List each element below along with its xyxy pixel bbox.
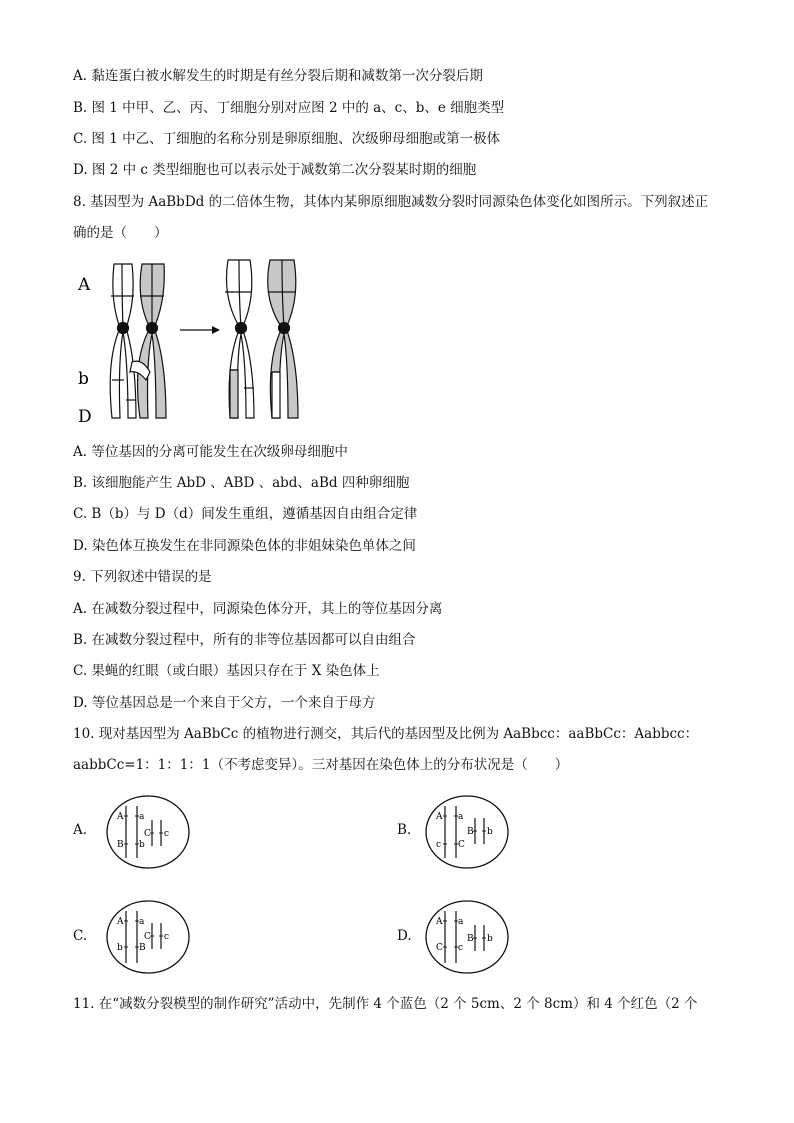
q9-stem: 9. 下列叙述中错误的是 bbox=[73, 569, 212, 585]
cell-c-gene-l1-1: b bbox=[117, 943, 123, 953]
figure-label-b: b bbox=[78, 369, 89, 389]
cell-a-gene-l1-0: A bbox=[117, 812, 124, 822]
figure-label-D: D bbox=[78, 407, 92, 427]
q7-option-c: C. 图 1 中乙、丁细胞的名称分别是卵原细胞、次级卵母细胞或第一极体 bbox=[73, 131, 501, 147]
cell-b-gene-l2-0: B bbox=[467, 827, 474, 837]
q11-stem-line1: 11. 在“减数分裂模型的制作研究”活动中，先制作 4 个蓝色（2 个 5cm、2 个 8cm）和 4 个红色（2 个 bbox=[73, 996, 698, 1012]
q8-stem-line1: 8. 基因型为 AaBbDd 的二倍体生物，其体内某卵原细胞减数分裂时同源染色体变化如图所示。下列叙述正 bbox=[73, 194, 709, 210]
q7-option-d: D. 图 2 中 c 类型细胞也可以表示处于减数第二次分裂某时期的细胞 bbox=[73, 162, 477, 178]
q10-option-letter-d: D. bbox=[397, 928, 412, 944]
homolog-pair-before bbox=[110, 264, 166, 418]
chromosome-crossover-figure bbox=[70, 250, 310, 430]
cell-a-gene-r2-0: c bbox=[164, 829, 170, 839]
cell-b-gene-l1-1: c bbox=[436, 840, 442, 850]
q7-option-b: B. 图 1 中甲、乙、丙、丁细胞分别对应图 2 中的 a、c、b、e 细胞类型 bbox=[73, 100, 505, 116]
cell-c-gene-l1-0: A bbox=[117, 917, 124, 927]
cell-c-gene-l2-0: C bbox=[144, 932, 151, 942]
q8-option-d: D. 染色体互换发生在非同源染色体的非姐妹染色单体之间 bbox=[73, 538, 416, 554]
q8-option-b: B. 该细胞能产生 AbD 、ABD 、abd、aBd 四种卵细胞 bbox=[73, 475, 410, 491]
figure-label-A: A bbox=[78, 275, 91, 295]
cell-a-gene-r1-1: b bbox=[139, 840, 145, 850]
cell-d-gene-r1-0: a bbox=[458, 917, 464, 927]
homolog-pair-after bbox=[225, 260, 298, 418]
cell-c-gene-r1-1: B bbox=[139, 943, 146, 953]
q9-option-b: B. 在减数分裂过程中，所有的非等位基因都可以自由组合 bbox=[73, 632, 416, 648]
cell-b-gene-r2-0: b bbox=[487, 827, 493, 837]
cell-diagram-c bbox=[104, 897, 192, 977]
cell-b-gene-l1-0: A bbox=[436, 812, 443, 822]
q10-stem-line2: aabbCc=1：1：1：1（不考虑变异）。三对基因在染色体上的分布状况是（ ） bbox=[73, 757, 569, 773]
cell-diagram-b bbox=[423, 792, 511, 872]
q10-option-letter-c: C. bbox=[73, 928, 88, 944]
q8-option-c: C. B（b）与 D（d）间发生重组，遵循基因自由组合定律 bbox=[73, 506, 418, 522]
q7-option-a: A. 黏连蛋白被水解发生的时期是有丝分裂后期和减数第一次分裂后期 bbox=[73, 68, 483, 84]
cell-c-gene-r2-0: c bbox=[164, 932, 170, 942]
arrow-icon bbox=[180, 326, 220, 334]
q9-option-d: D. 等位基因总是一个来自于父方，一个来自于母方 bbox=[73, 695, 376, 711]
q9-option-c: C. 果蝇的红眼（或白眼）基因只存在于 X 染色体上 bbox=[73, 663, 380, 679]
q10-option-letter-b: B. bbox=[397, 822, 412, 838]
q8-stem-line2: 确的是（ ） bbox=[73, 225, 168, 241]
cell-b-gene-r1-1: C bbox=[458, 840, 465, 850]
q8-option-a: A. 等位基因的分离可能发生在次级卵母细胞中 bbox=[73, 444, 348, 460]
q9-option-a: A. 在减数分裂过程中，同源染色体分开，其上的等位基因分离 bbox=[73, 601, 443, 617]
cell-d-gene-l1-0: A bbox=[436, 917, 443, 927]
cell-d-gene-l2-0: B bbox=[467, 934, 474, 944]
cell-a-gene-l2-0: C bbox=[144, 829, 151, 839]
cell-d-gene-r1-1: c bbox=[458, 943, 464, 953]
q10-stem-line1: 10. 现对基因型为 AaBbCc 的植物进行测交，其后代的基因型及比例为 AaBbcc：aaBbCc：Aabbcc： bbox=[73, 726, 699, 742]
cell-diagram-d bbox=[423, 897, 511, 977]
cell-a-gene-l1-1: B bbox=[117, 840, 124, 850]
cell-diagram-a bbox=[104, 792, 192, 872]
cell-c-gene-r1-0: a bbox=[139, 917, 145, 927]
q10-option-letter-a: A. bbox=[73, 822, 88, 838]
cell-b-gene-r1-0: a bbox=[458, 812, 464, 822]
cell-d-gene-l1-1: C bbox=[436, 943, 443, 953]
cell-d-gene-r2-0: b bbox=[487, 934, 493, 944]
cell-a-gene-r1-0: a bbox=[139, 812, 145, 822]
